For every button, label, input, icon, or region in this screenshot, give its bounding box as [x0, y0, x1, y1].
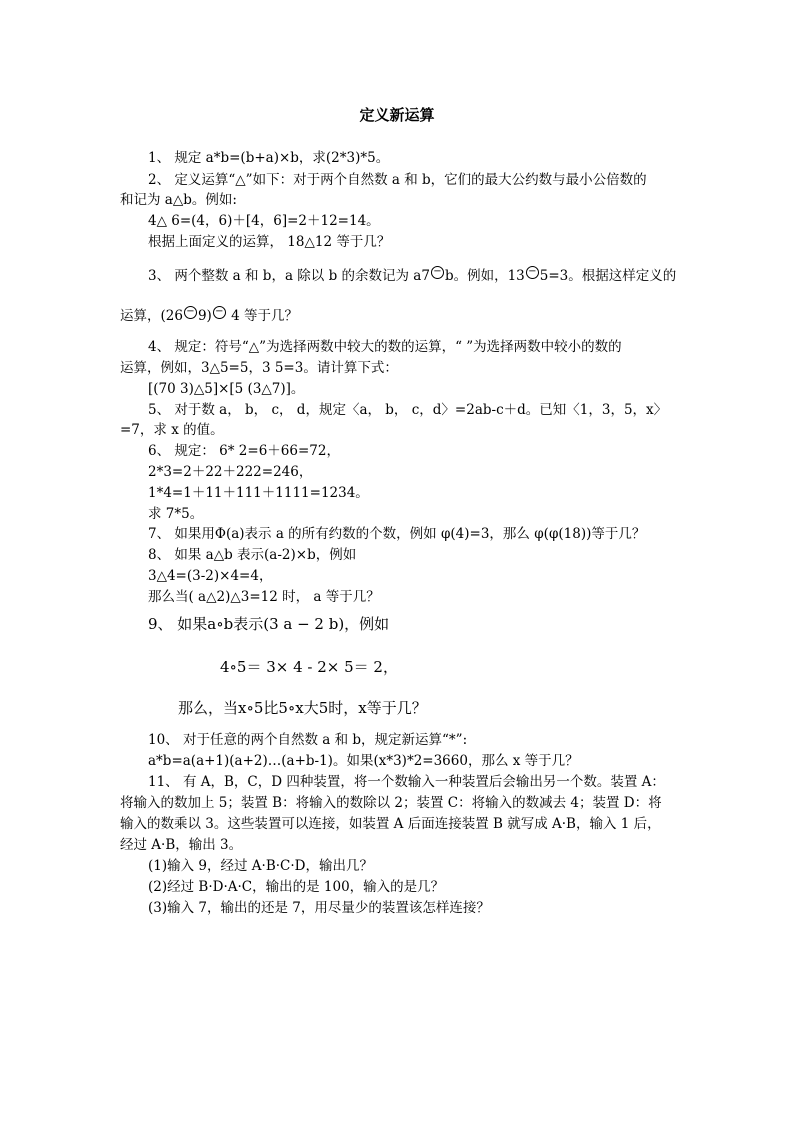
q2-line: 2、 定义运算“△”如下：对于两个自然数 a 和 b，它们的最大公约数与最小公倍数的: [148, 172, 647, 188]
q5-line: 5、 对于数 a， b， c， d，规定〈a， b， c，d〉=2ab-c＋d。已知〈1，3，5，x〉: [148, 402, 668, 418]
q3-text: 5=3。根据这样定义的: [539, 268, 677, 284]
q6-question: 求 7*5。: [148, 506, 204, 522]
q11-sub-3: (3)输入 7，输出的还是 7，用尽量少的装置该怎样连接？: [148, 900, 490, 916]
q10-line: a*b=a(a+1)(a+2)…(a+b-1)。如果(x*3)*2=3660，那么 x 等于几？: [148, 753, 579, 769]
q3-line: [120, 306, 298, 326]
q8-question: 那么当( a△2)△3=12 时， a 等于几？: [148, 589, 380, 605]
q8-line: 8、 如果 a△b 表示(a-2)×b，例如: [148, 547, 357, 563]
page-title: 定义新运算: [359, 106, 435, 124]
q4-line: 运算，例如，3△5=5，3 5=3。请计算下式：: [120, 360, 398, 376]
q8-line: 3△4=(3-2)×4=4，: [148, 568, 273, 584]
q1-line: 1、 规定 a*b=(b+a)×b，求(2*3)*5。: [148, 150, 390, 166]
q6-line: 6、 规定： 6* 2=6＋66=72，: [148, 443, 340, 459]
q2-example: 4△ 6=(4，6)＋[4，6]=2＋12=14。: [148, 213, 380, 229]
q3-line: [148, 266, 676, 286]
q2-question: 根据上面定义的运算， 18△12 等于几？: [148, 234, 391, 250]
q9-question: 那么，当x∘5比5∘x大5时，x等于几？: [178, 699, 427, 717]
circle-minus-icon: −: [526, 266, 539, 279]
circle-minus-icon: −: [213, 306, 226, 319]
circle-minus-icon: −: [184, 306, 197, 319]
q3-text: 4 等于几？: [226, 308, 298, 324]
q7-line: 7、 如果用Φ(a)表示 a 的所有约数的个数，例如 φ(4)=3，那么 φ(φ(18))等于几？: [148, 526, 646, 542]
q4-expression: [(70 3)△5]×[5 (3△7)]。: [148, 381, 305, 397]
q11-line: 将输入的数加上 5；装置 B：将输入的数除以 2；装置 C：将输入的数减去 4；装置 D：将: [120, 795, 662, 811]
circle-minus-icon: −: [431, 266, 444, 279]
q5-line: =7，求 x 的值。: [120, 422, 224, 438]
q11-line: 经过 A·B，输出 3。: [120, 837, 243, 853]
q6-line: 2*3=2＋22＋222=246，: [148, 464, 313, 480]
q10-line: 10、 对于任意的两个自然数 a 和 b，规定新运算“*”:: [148, 732, 468, 748]
q9-line: 9、 如果a∘b表示(3 a − 2 b)，例如: [148, 615, 390, 633]
q11-line: 11、 有 A，B，C，D 四种装置，将一个数输入一种装置后会输出另一个数。装置 A：: [148, 774, 665, 790]
q3-text: 运算，(26: [120, 308, 183, 324]
q3-text: 9): [197, 308, 212, 324]
q3-text: 3、 两个整数 a 和 b，a 除以 b 的余数记为 a7: [148, 268, 430, 284]
q11-line: 输入的数乘以 3。这些装置可以连接，如装置 A 后面连接装置 B 就写成 A·B，输入 1 后，: [120, 816, 661, 832]
q3-text: b。例如，13: [444, 268, 525, 284]
q2-line: 和记为 a△b。例如:: [120, 192, 237, 208]
q6-line: 1*4=1＋11＋111＋1111=1234。: [148, 485, 369, 501]
q9-example: 4∘5＝ 3× 4 - 2× 5＝ 2，: [220, 658, 398, 676]
q11-sub-1: (1)输入 9，经过 A·B·C·D，输出几？: [148, 858, 373, 874]
q4-line: 4、 规定：符号“△”为选择两数中较大的数的运算，“ ”为选择两数中较小的数的: [148, 339, 622, 355]
q11-sub-2: (2)经过 B·D·A·C，输出的是 100，输入的是几？: [148, 879, 445, 895]
